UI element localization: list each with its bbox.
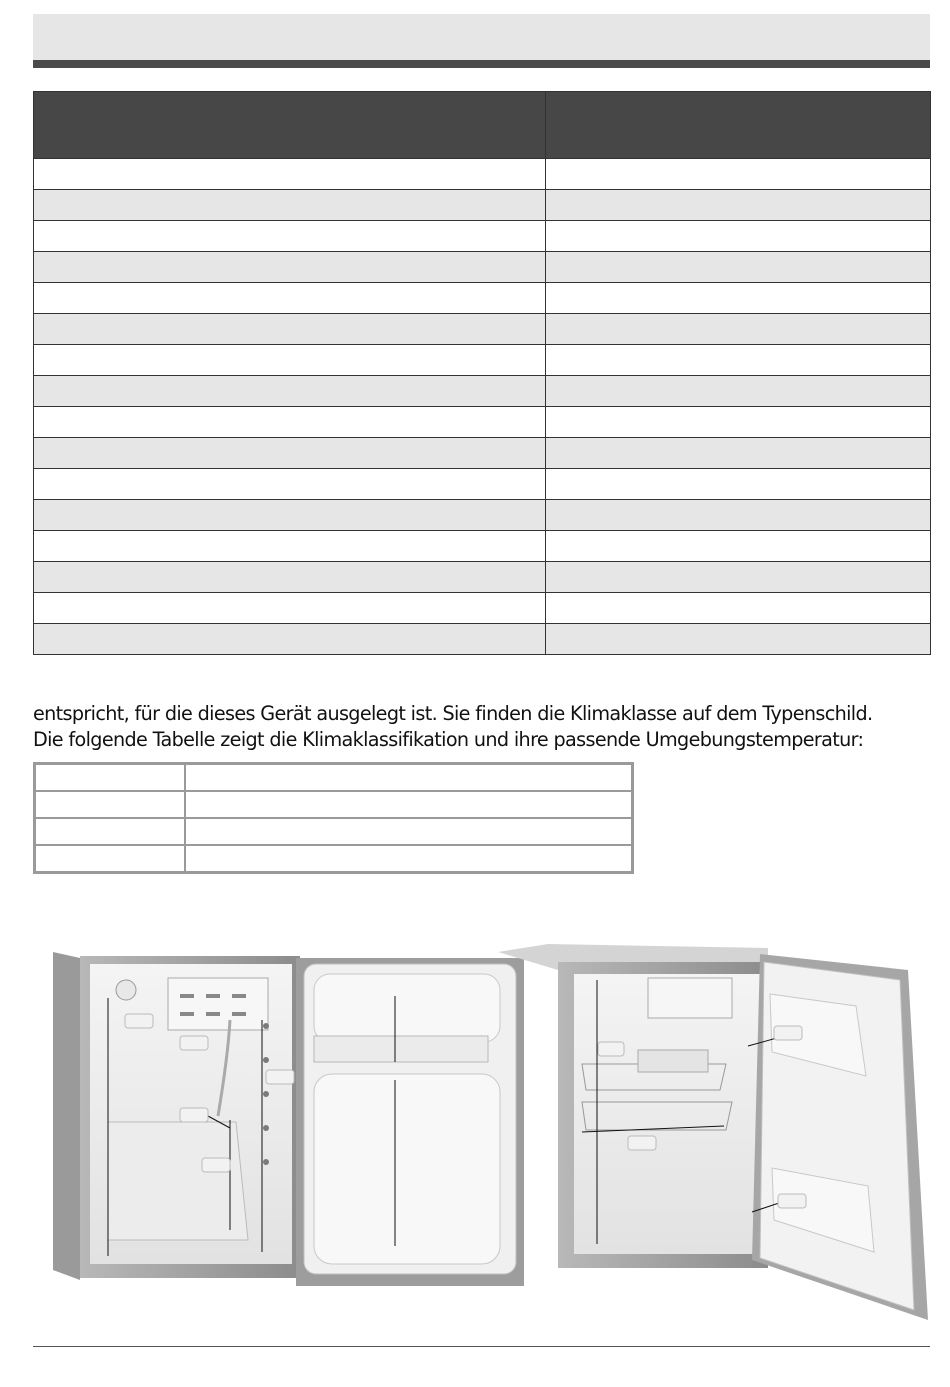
climate-table-cell: [35, 764, 185, 792]
header-bar: [33, 14, 930, 60]
spec-table-row: [34, 376, 931, 407]
spec-table-cell: [546, 438, 931, 469]
spec-table-cell: [34, 159, 546, 190]
spec-table-cell: [34, 221, 546, 252]
spec-header-cell: [546, 92, 931, 159]
spec-table-cell: [546, 624, 931, 655]
spec-table-row: [34, 593, 931, 624]
spec-table-cell: [34, 376, 546, 407]
spec-table-cell: [34, 283, 546, 314]
spec-table-cell: [34, 190, 546, 221]
spec-table-cell: [34, 438, 546, 469]
spec-table-row: [34, 159, 931, 190]
spec-table-cell: [546, 314, 931, 345]
climate-table: [33, 762, 634, 874]
paragraph-line: entspricht, für die dieses Gerät ausgelegt ist. Sie finden die Klimaklasse auf dem Typenschild.: [33, 702, 873, 725]
spec-table-row: [34, 469, 931, 500]
spec-table-row: [34, 221, 931, 252]
climate-table-cell: [185, 845, 633, 873]
spec-table-header-row: [34, 92, 931, 159]
spec-table-cell: [546, 159, 931, 190]
refrigerator-photo: [48, 940, 933, 1360]
spec-table-cell: [546, 500, 931, 531]
spec-table-cell: [34, 345, 546, 376]
spec-table-cell: [34, 407, 546, 438]
spec-table-row: [34, 531, 931, 562]
spec-table-cell: [34, 593, 546, 624]
spec-table-cell: [546, 345, 931, 376]
climate-table-cell: [35, 791, 185, 818]
spec-table: [33, 91, 931, 655]
climate-table-cell: [185, 791, 633, 818]
spec-table-row: [34, 345, 931, 376]
spec-table-cell: [546, 190, 931, 221]
paragraph-line: Die folgende Tabelle zeigt die Klimaklassifikation und ihre passende Umgebungstemperatur:: [33, 728, 864, 751]
spec-table-row: [34, 314, 931, 345]
spec-table-cell: [546, 593, 931, 624]
climate-table-cell: [185, 764, 633, 792]
fridge-right-door: [748, 954, 928, 1320]
climate-class-paragraph: [33, 701, 938, 753]
spec-header-cell: [34, 92, 546, 159]
spec-table-cell: [34, 531, 546, 562]
spec-table-cell: [546, 469, 931, 500]
spec-table-cell: [546, 252, 931, 283]
spec-table-cell: [34, 469, 546, 500]
spec-table-row: [34, 624, 931, 655]
spec-table-cell: [546, 283, 931, 314]
climate-table-row: [35, 845, 633, 873]
spec-table-cell: [546, 376, 931, 407]
spec-table-row: [34, 252, 931, 283]
spec-table-row: [34, 190, 931, 221]
climate-table-row: [35, 764, 633, 792]
fridge-right: [498, 944, 768, 1268]
fridge-left: [53, 952, 300, 1280]
spec-table-cell: [546, 562, 931, 593]
climate-table-cell: [185, 818, 633, 845]
climate-table-cell: [35, 845, 185, 873]
spec-table-cell: [34, 624, 546, 655]
spec-table-cell: [546, 407, 931, 438]
spec-table-cell: [34, 314, 546, 345]
spec-table-row: [34, 438, 931, 469]
climate-table-cell: [35, 818, 185, 845]
spec-table-cell: [546, 221, 931, 252]
spec-table-row: [34, 500, 931, 531]
climate-table-row: [35, 791, 633, 818]
spec-table-cell: [546, 531, 931, 562]
spec-table-row: [34, 283, 931, 314]
fridge-left-door: [296, 958, 524, 1286]
climate-table-row: [35, 818, 633, 845]
spec-table-cell: [34, 252, 546, 283]
footer-rule: [33, 1346, 930, 1347]
spec-table-row: [34, 407, 931, 438]
header-rule: [33, 60, 930, 68]
spec-table-cell: [34, 562, 546, 593]
spec-table-cell: [34, 500, 546, 531]
spec-table-row: [34, 562, 931, 593]
